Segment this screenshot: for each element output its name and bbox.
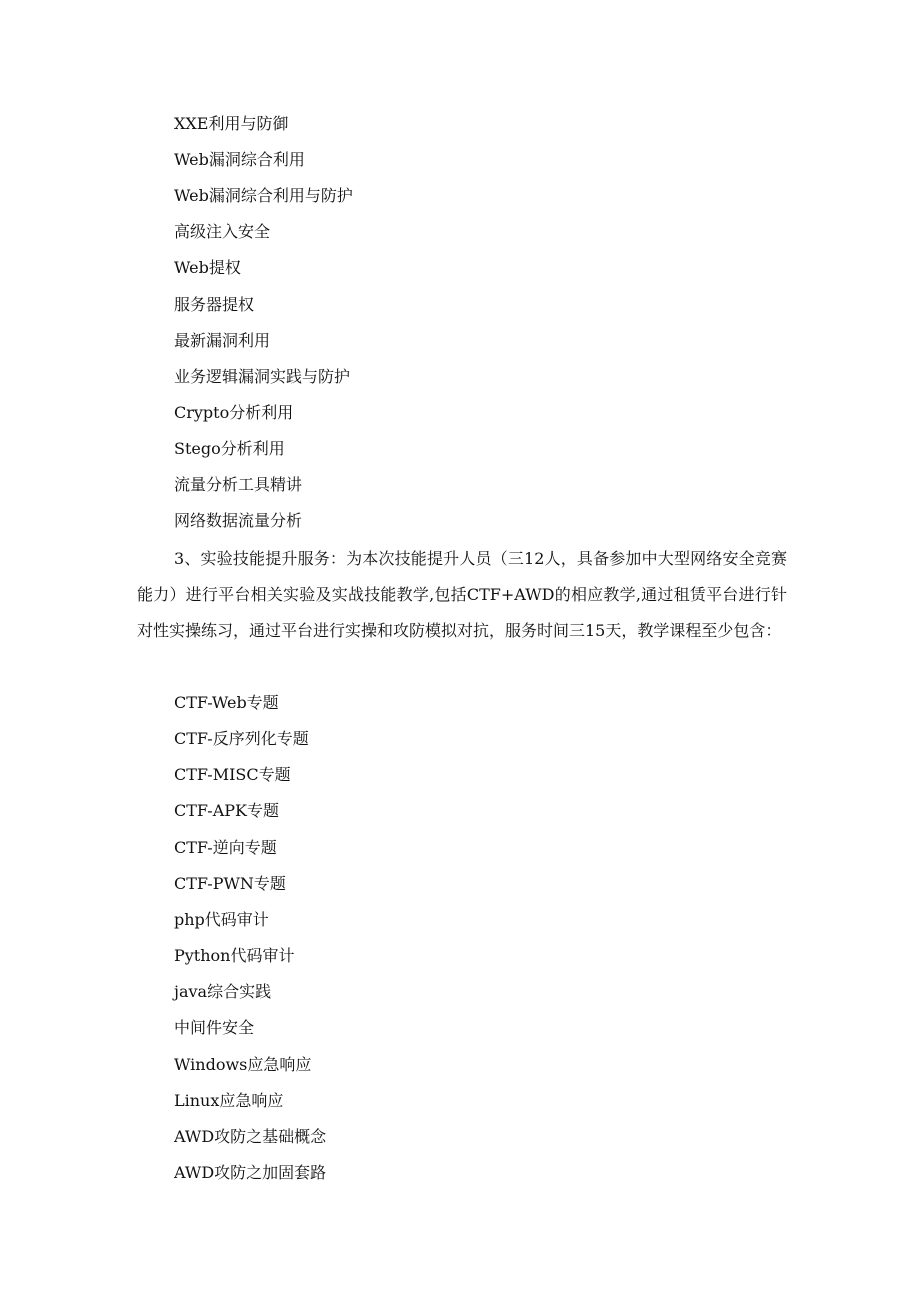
list-item: php代码审计	[174, 910, 269, 929]
list-item: Windows应急响应	[174, 1055, 312, 1074]
list-item: AWD攻防之加固套路	[174, 1163, 327, 1182]
list-item: java综合实践	[174, 982, 272, 1001]
list-item: 业务逻辑漏洞实践与防护	[174, 367, 351, 386]
list-item: Stego分析利用	[174, 439, 285, 458]
list-item: 高级注入安全	[174, 222, 271, 241]
list-item: 最新漏洞利用	[174, 331, 271, 350]
list-item: CTF-Web专题	[174, 693, 279, 712]
list-item: 流量分析工具精讲	[174, 475, 303, 494]
list-item: Web漏洞综合利用	[174, 150, 305, 169]
list-item: CTF-PWN专题	[174, 874, 286, 893]
list-item: 中间件安全	[174, 1018, 255, 1037]
list-item: XXE利用与防御	[174, 114, 289, 133]
list-item: Web漏洞综合利用与防护	[174, 186, 353, 205]
list-item: Web提权	[174, 258, 241, 277]
list-item: CTF-反序列化专题	[174, 729, 309, 748]
list-item: CTF-APK专题	[174, 801, 279, 820]
list-item: CTF-逆向专题	[174, 838, 277, 857]
list-item: Python代码审计	[174, 946, 295, 965]
list-item: AWD攻防之基础概念	[174, 1127, 327, 1146]
list-item: 网络数据流量分析	[174, 511, 303, 530]
list-item: Crypto分析利用	[174, 403, 294, 422]
list-item: 服务器提权	[174, 295, 255, 314]
list-item: CTF-MISC专题	[174, 765, 291, 784]
list-item: Linux应急响应	[174, 1091, 284, 1110]
service-description-paragraph: 3、实验技能提升服务：为本次技能提升人员（三12人，具备参加中大型网络安全竞赛能力）进行平台相关实验及实战技能教学,包括CTF+AWD的相应教学,通过租赁平台进行针对性实操练习，通过平台进行实操和攻防模拟对抗，服务时间三15天，教学课程至少包含：	[137, 549, 787, 640]
